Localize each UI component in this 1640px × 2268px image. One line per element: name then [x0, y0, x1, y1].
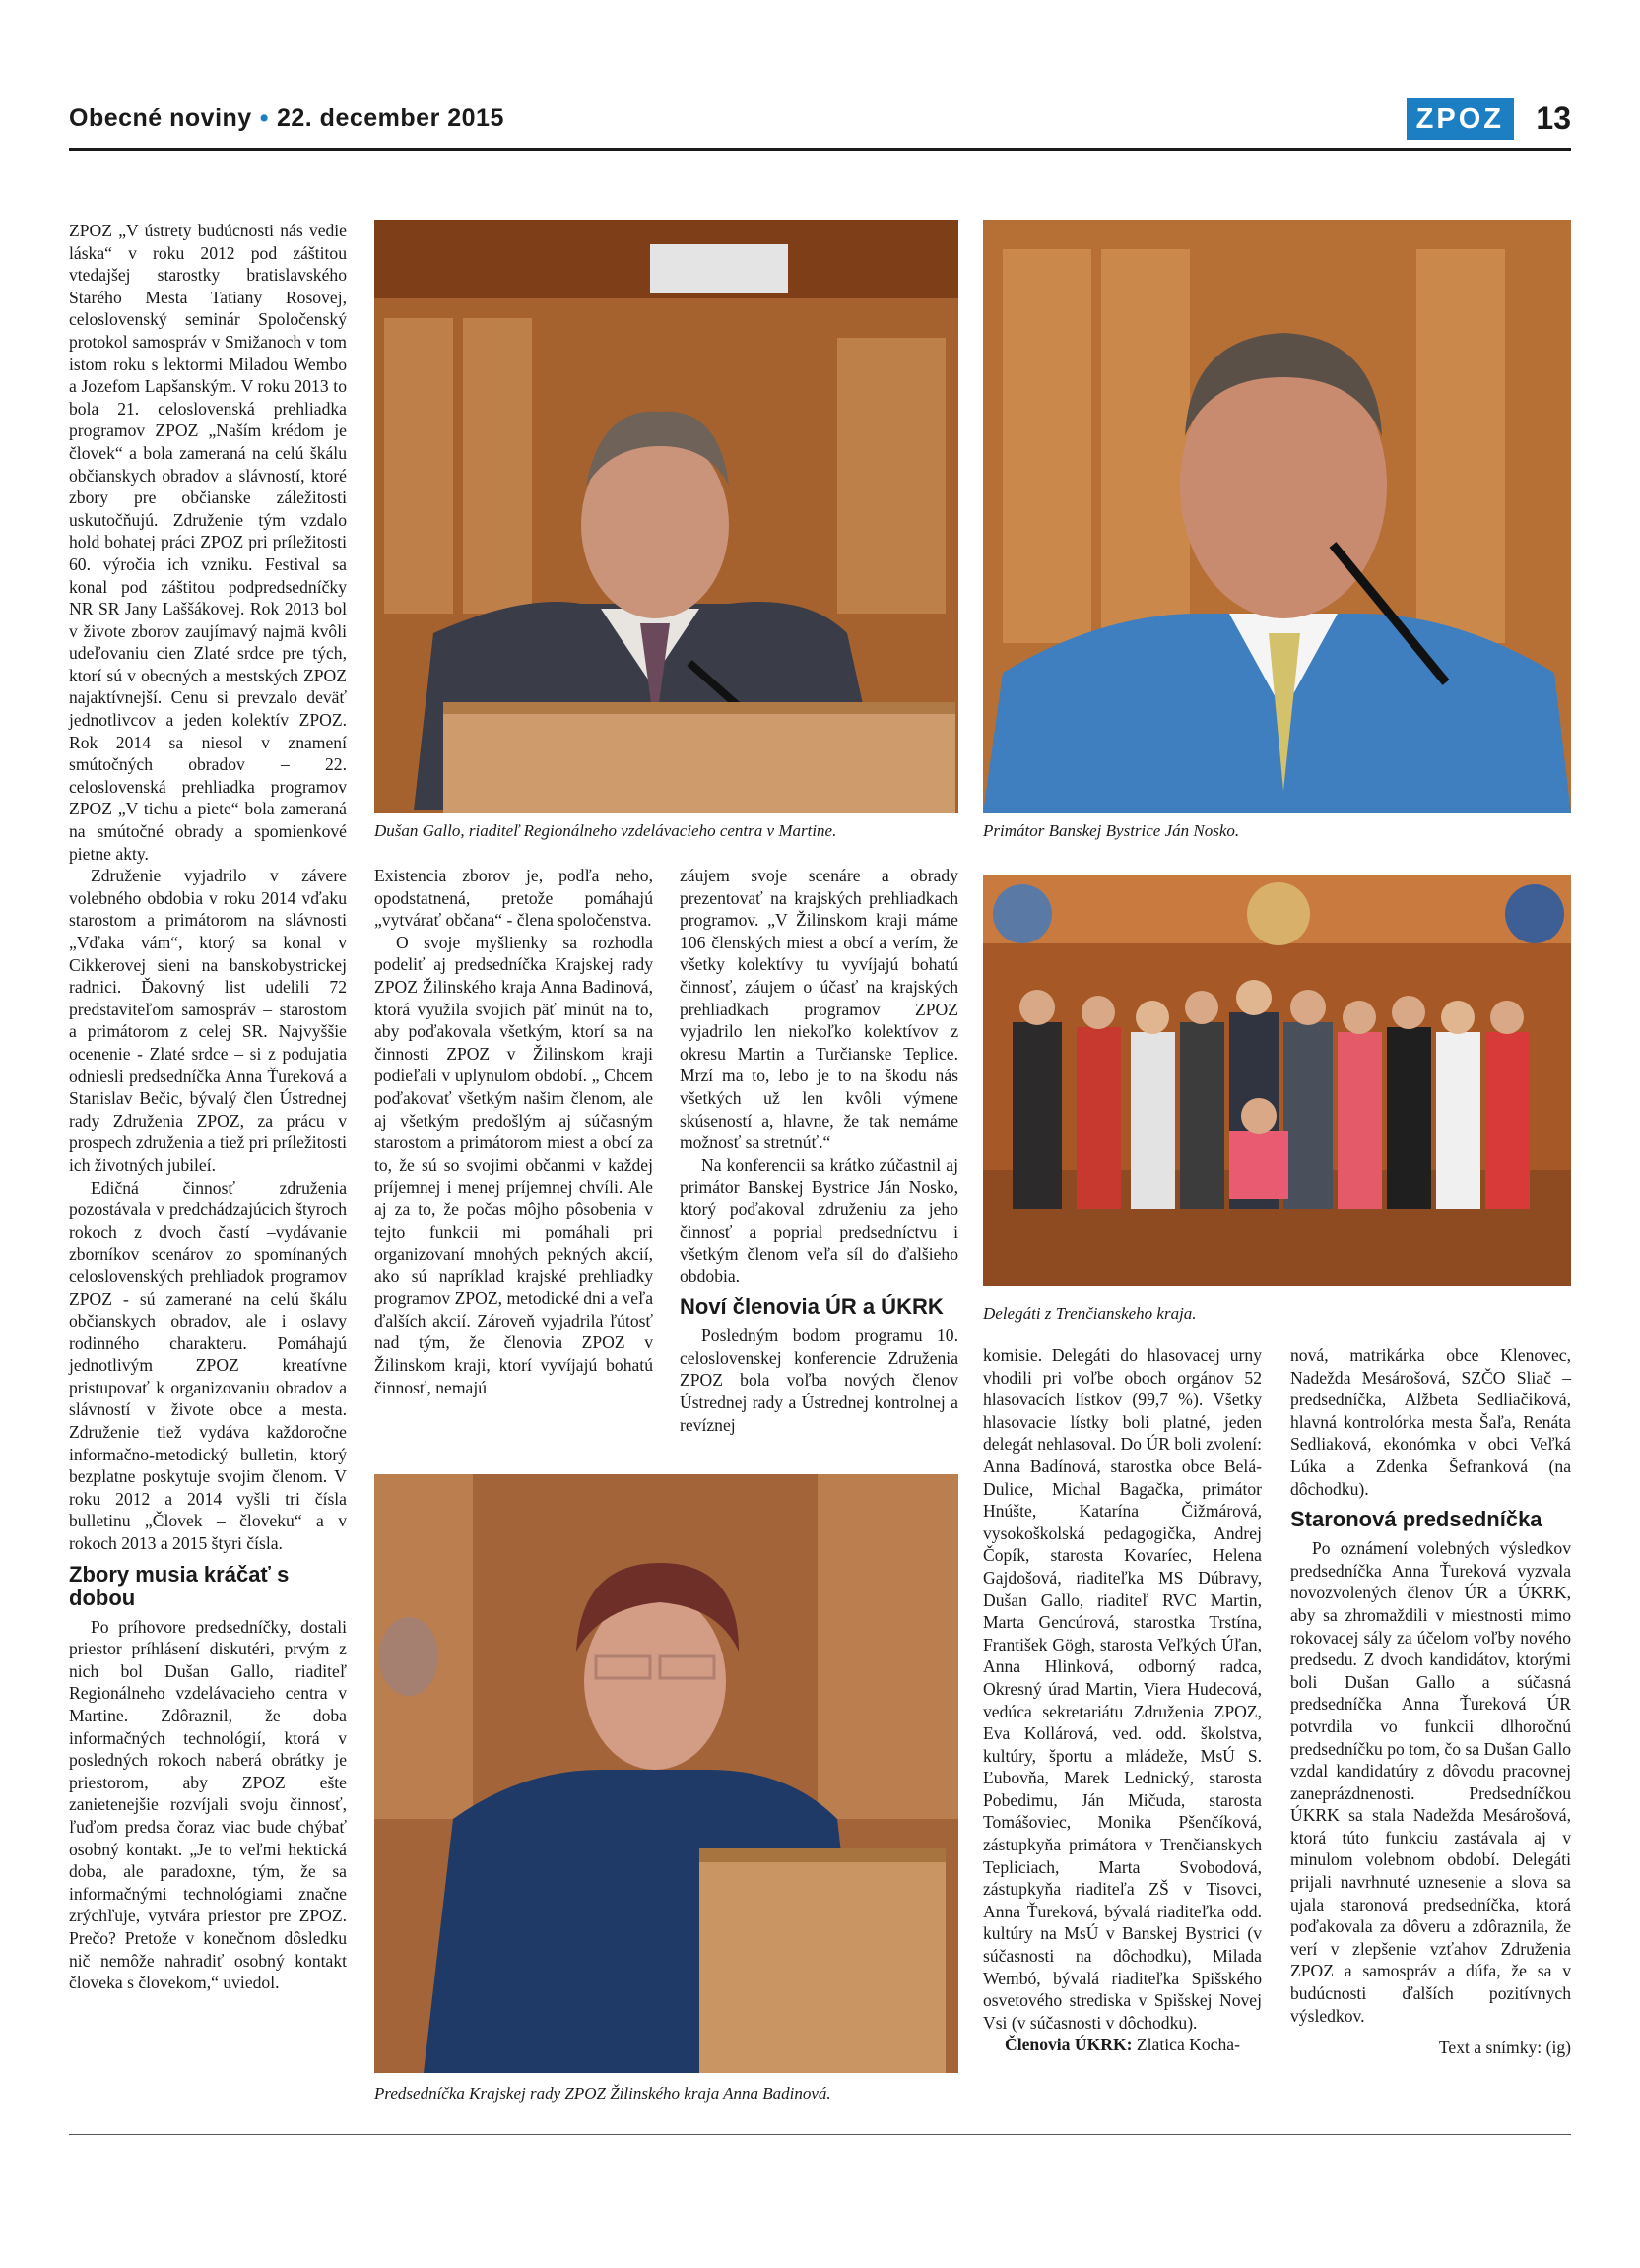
lead-label: Členovia ÚKRK:	[1005, 2035, 1133, 2055]
paragraph: Na konferencii sa krátko zúčastnil aj primátor Banskej Bystrice Ján Nosko, ktorý poďakoval združeniu za jeho činnosť a poprial predsedníctvu i všetkým členom veľa síl do ďalšieho obdobia.	[680, 1154, 958, 1286]
paragraph: Edičná činnosť združenia pozostávala v predchádzajúcich štyroch rokoch z dvoch častí –vydávanie zborníkov scenárov zo spomínaných celoslovenských prehliadok programov ZPOZ - sú zamerané na celú škálu občianskych obradov, ale i oslavy rodinného charakteru. Pomáhajú jednotlivým ZPOZ kreatívne pristupovať k organizovaniu obradov a slávností v živote obce a mesta. Združenie tiež vydáva každoročne informačno-metodický bulletin, ktorý bezplatne poskytuje svojim členom. V roku 2012 a 2014 vyšli tri čísla bulletinu „Človek – človeku“ a v rokoch 2013 a 2015 štyri čísla.	[69, 1177, 347, 1554]
paragraph: Existencia zborov je, podľa neho, opodstatnená, pretože pomáhajú „vytvárať občana“ - člena spoločenstva.	[374, 866, 653, 931]
paragraph: O svoje myšlienky sa rozhodla podeliť aj predsedníčka Krajskej rady ZPOZ Žilinského kraja Anna Badinová, ktorá využila svojich päť minút na to, aby poďakovala všetkým, ktorí sa na činnosti ZPOZ v Žilinskom kraji podieľali v uplynulom období. „ Chcem poďakovať všetkým našim členom, ale aj všetkým predošlým aj súčasným starostom a primátorom miest a obcí za to, že sú so svojimi občanmi v každej príjemnej i menej príjemnej chvíli. Ale aj za to, že počas môjho pôsobenia v tejto funkcii mi pomáhali pri organizovaní mnohých pekných akcií, ako sú napríklad krajské prehliadky programov ZPOZ, metodické dni a veľa ďalších akcií. Zároveň vyjadrila ľútosť nad tým, že členovia ZPOZ v Žilinskom kraji, ktorí vyvíjajú bohatú činnosť, nemajú	[374, 932, 653, 1397]
article-column-3	[680, 865, 958, 1436]
photo-dusan-gallo	[374, 220, 958, 813]
photo-jan-nosko	[983, 220, 1571, 813]
article-column-2	[374, 865, 653, 1398]
paragraph	[983, 2034, 1262, 2056]
section-heading: Staronová predsedníčka	[1290, 1507, 1542, 1532]
page-header	[69, 98, 1571, 151]
article-column-4	[983, 1344, 1262, 2056]
paragraph: Posledným bodom programu 10. celoslovenskej konferencie Združenia ZPOZ bola voľba nových členov Ústrednej rady a Ústrednej kontrolnej a revíznej	[680, 1326, 958, 1435]
zpoz-logo: ZPOZ	[1407, 98, 1514, 140]
article-column-1	[69, 220, 347, 1994]
publication-name: Obecné noviny	[69, 104, 252, 132]
paragraph: Združenie vyjadrilo v závere volebného obdobia v roku 2014 vďaku starostom a primátorom na slávnosti „Vďaka vám“, ktorý sa konal v Cikkerovej sieni na banskobystrickej radnici. Ďakovný list udelili 72 predstaviteľom samospráv – starostom a primátorom z celej SR. Najvyššie ocenenie - Zlaté srdce – si z podujatia odniesli predsedníčka Anna Ťureková a Stanislav Bečic, bývalý člen Ústrednej rady Združenia ZPOZ, za prácu v prospech združenia a tiež pri príležitosti ich životných jubileí.	[69, 866, 347, 1175]
paragraph-text: Zlatica Kocha-	[1132, 2035, 1240, 2055]
paragraph: komisie. Delegáti do hlasovacej urny vhodili pri voľbe oboch orgánov 52 hlasovacích lístkov (99,7 %). Všetky hlasovacie lístky boli platné, jeden delegát nehlasoval. Do ÚR boli zvolení: Anna Badínová, starostka obce Belá-Dulice, Michal Bagačka, primátor Hnúšte, Katarína Čižmárová, vysokoškolská pedagogička, Andrej Čopík, starosta Kovaríec, Helena Gajdošová, riaditeľka MS Dúbravy, Dušan Gallo, riaditeľ RVC Martin, Marta Gencúrová, starostka Trstína, František Gögh, starosta Veľkých Úľan, Anna Hlinková, odborný radca, Okresný úrad Martin, Viera Hudecová, vedúca sekretariátu Združenia ZPOZ, Eva Kollárová, ved. odd. školstva, kultúry, športu a mládeže, MsÚ S. Ľubovňa, Marek Lednický, starosta Pobedimu, Ján Mičuda, starosta Tomášoviec, Monika Pšenčíková, zástupkyňa primátora v Trenčianskych Tepliciach, Marta Svobodová, zástupkyňa riaditeľa ZŠ v Tisovci, Anna Ťureková, bývalá riaditeľka odd. kultúry na MsÚ v Banskej Bystrici (v súčasnosti na dôchodku), Milada Wembó, bývalá riaditeľka Spišského osvetového strediska v Spišskej Novej Vsi (v súčasnosti v dôchodku).	[983, 1345, 1262, 2033]
masthead	[69, 104, 504, 133]
paragraph: nová, matrikárka obce Klenovec, Nadežda Mesárošová, SZČO Sliač – predsedníčka, Alžbeta Sedliačiková, hlavná kontrolórka mesta Šaľa, Renáta Sedliaková, ekonómka v obci Veľká Lúka a Zdenka Šefranková (na dôchodku).	[1290, 1345, 1571, 1499]
photo-caption: Dušan Gallo, riaditeľ Regionálneho vzdelávacieho centra v Martine.	[374, 821, 837, 840]
article-column-5	[1290, 1344, 1571, 2059]
photo-caption: Delegáti z Trenčianskeho kraja.	[983, 1304, 1197, 1323]
section-heading: Noví členovia ÚR a ÚKRK	[680, 1294, 944, 1320]
photo-caption: Predsedníčka Krajskej rady ZPOZ Žilinského kraja Anna Badinová.	[374, 2084, 831, 2103]
photo-anna-badinova	[374, 1474, 958, 2073]
separator-dot: •	[259, 104, 269, 132]
photo-delegates	[983, 875, 1571, 1286]
paragraph: Po oznámení volebných výsledkov predsedníčka Anna Ťureková vyzvala novozvolených členov ÚR a ÚKRK, aby sa zhromaždili v miestnosti mimo rokovacej sály za účelom voľby nového predsedu. Z dvoch kandidátov, ktorými boli Dušan Gallo a súčasná predsedníčka Anna Ťureková ÚR potvrdila vo funkcii dlhoročnú predsedníčku po tom, čo sa Dušan Gallo vzdal kandidatúry z dôvodu pracovnej zaneprázdnenosti. Predsedníčkou ÚKRK sa stala Nadežda Mesárošová, ktorá túto funkciu zastávala aj v minulom volebnom období. Delegáti prijali navrhnuté uznesenie a slova sa ujala staronová predsedníčka, ktorá poďakovala za dôveru a zdôraznila, že verí v zlepšenie vzťahov Združenia ZPOZ a samospráv a dúfa, že sa v budúcnosti ďalších pozitívnych výsledkov.	[1290, 1538, 1571, 2026]
issue-date: 22. december 2015	[276, 104, 504, 132]
page-number: 13	[1536, 100, 1571, 136]
footer-rule	[69, 2134, 1571, 2135]
section-heading: Zbory musia kráčať s dobou	[69, 1561, 290, 1610]
photo-caption: Primátor Banskej Bystrice Ján Nosko.	[983, 821, 1240, 840]
paragraph: Po príhovore predsedníčky, dostali priestor príhlásení diskutéri, prvým z nich bol Dušan Gallo, riaditeľ Regionálneho vzdelávacieho centra v Martine. Zdôraznil, že doba informačných technológií, ktorá v posledných rokoch naberá obrátky je priestorom, aby ZPOZ ešte zanietenejšie rozvíjali svoju činnosť, ľuďom predsa čoraz viac bude chýbať osobný kontakt. „Je to veľmi hektická doba, ale paradoxne, tým, že sa informačnými technológiami značne zrýchľuje, vytvára priestor pre ZPOZ. Prečo? Pretože v konečnom dôsledku nič nemôže nahradiť osobný kontakt človeka s človekom,“ uviedol.	[69, 1616, 347, 1993]
author-signature: Text a snímky: (ig)	[1438, 2038, 1571, 2058]
paragraph: záujem svoje scenáre a obrady prezentovať na krajských prehliadkach programov. „V Žilinskom kraji máme 106 členských miest a obcí a verím, že všetky kolektívy tu vyvíjajú bohatú činnosť, záujem o účasť na krajských prehliadkach programov ZPOZ vyjadrilo len niekoľko kolektívov z okresu Martin a Turčianske Teplice. Mrzí ma to, lebo je to na škodu nás všetkých už len kvôli výmene skúseností a, hlavne, že tak nemáme možnosť sa stretnúť.“	[680, 866, 958, 1153]
paragraph: ZPOZ „V ústrety budúcnosti nás vedie láska“ v roku 2012 pod záštitou vtedajšej starostky bratislavského Starého Mesta Tatiany Rosovej, celoslovenský seminár Spoločenský protokol samospráv v Smižanoch v tom istom roku s lektormi Miladou Wembo a Jozefom Lapšanským. V roku 2013 to bola 21. celoslovenská prehliadka programov ZPOZ „Naším krédom je človek“ a bola zameraná na celú škálu občianskych obradov a slávností, ktoré zbory pre občianske záležitosti uskutočňujú. Združenie tým vzdalo hold bohatej práci ZPOZ pri príležitosti 60. výročia ich vzniku. Festival sa konal pod záštitou podpredsedníčky NR SR Jany Laššákovej. Rok 2013 bol v živote zborov zaujímavý najmä kvôli udeľovaniu cien Zlaté srdce pre tých, ktorí sú v obecných a mestských ZPOZ najaktívnejší. Cenu si prevzalo deväť jednotlivcov a jeden kolektív ZPOZ. Rok 2014 sa niesol v znamení smútočných obradov – 22. celoslovenská prehliadka programov ZPOZ „V tichu a piete“ bola zameraná na smútočné obrady a spomienkové pietne akty.	[69, 221, 347, 864]
